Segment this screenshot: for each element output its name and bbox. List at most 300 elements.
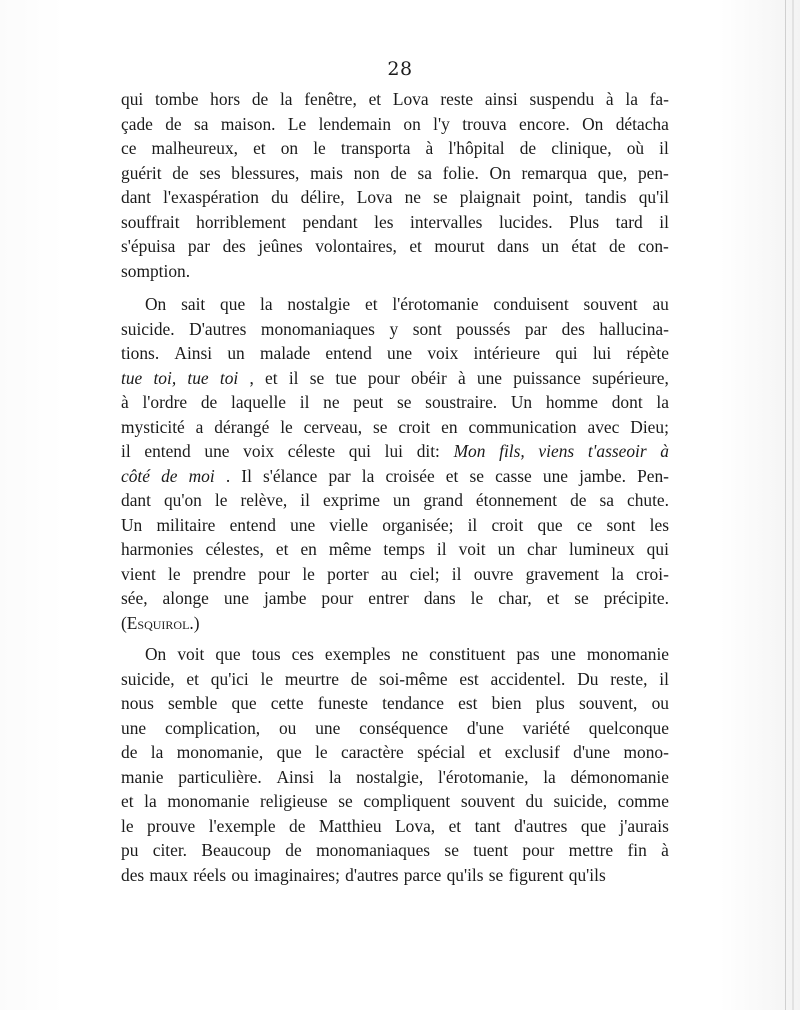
word: toi, [153, 367, 177, 388]
word: lui [592, 343, 612, 363]
word: la [144, 791, 157, 811]
word: Un [121, 514, 143, 535]
word: suicide, [553, 791, 608, 811]
word: il [300, 490, 310, 510]
word: côté [121, 465, 150, 486]
word: la [328, 766, 342, 787]
word: l'ordre [142, 392, 188, 412]
text-line [121, 210, 669, 235]
word: de [289, 815, 306, 836]
word: jambe. [579, 465, 626, 486]
word: plus [535, 693, 565, 713]
word: jeûnes [258, 236, 303, 256]
word: les [374, 211, 394, 232]
word: intérieure [473, 343, 541, 363]
text-line [121, 863, 669, 888]
word: on [403, 113, 421, 134]
word: étonnement [475, 490, 558, 510]
word: de [251, 89, 269, 109]
word: et [368, 89, 382, 109]
word: se [444, 840, 459, 860]
word: se [574, 588, 589, 608]
word: l'hôpital [448, 138, 505, 158]
word: voit [458, 539, 486, 559]
word: à [605, 89, 614, 109]
text-line [121, 112, 669, 137]
word: Ainsi [174, 343, 213, 363]
word: voix [427, 343, 459, 363]
word: lumineux [568, 539, 635, 559]
word: il [659, 668, 669, 689]
word: la [259, 294, 273, 314]
word: entend [325, 343, 372, 363]
word: char, [498, 588, 532, 608]
word: remarqua [521, 162, 588, 183]
word: communication [468, 416, 577, 437]
word: conduisent [493, 294, 569, 314]
word: le [121, 815, 134, 836]
word: se [396, 392, 412, 412]
word: il [299, 392, 310, 412]
word: il [659, 211, 669, 232]
word: l'y [433, 113, 450, 134]
word: mettre [568, 840, 614, 860]
word: temps [383, 539, 425, 559]
word: à [121, 392, 129, 412]
word: dérangé [214, 416, 270, 437]
word: prouve [146, 815, 196, 836]
word: ou [651, 693, 669, 713]
word: une [550, 644, 576, 664]
word: et [121, 791, 134, 811]
text-line [121, 765, 669, 790]
word: clinique, [551, 138, 612, 158]
word: sa [599, 490, 614, 510]
word: organisée; [382, 514, 454, 535]
word: Lova [356, 187, 393, 207]
word: qui [348, 441, 371, 461]
text-line [121, 161, 669, 186]
word: des [121, 864, 145, 885]
word: monomanie, [176, 742, 264, 762]
word: soustraire. [425, 392, 498, 412]
word: mono- [623, 742, 669, 762]
word: détacha [615, 113, 669, 134]
text-line [121, 838, 669, 863]
word: sait [181, 294, 206, 314]
text-line [121, 136, 669, 161]
word: où [626, 138, 645, 158]
word: monomaniaques [316, 840, 431, 860]
word: exprime [322, 490, 380, 510]
word: j'aurais [619, 815, 669, 836]
word: viens [538, 441, 575, 461]
word: vient [121, 563, 156, 584]
word: que [276, 742, 302, 762]
word: monomanie [586, 644, 669, 664]
word: en [441, 416, 458, 437]
word: d'autres [345, 864, 399, 885]
word: porter [327, 563, 369, 584]
word: cette [270, 693, 304, 713]
word: qu'ici [210, 668, 249, 689]
word: est [459, 668, 479, 689]
word: , [249, 367, 254, 388]
word: particulière. [178, 766, 262, 787]
text-line [121, 234, 669, 259]
text-line [121, 611, 669, 636]
text-line [121, 814, 669, 839]
word: trouva [462, 113, 507, 134]
word: la [150, 742, 164, 762]
word: pour [367, 367, 400, 388]
word: que [220, 294, 246, 314]
word: qui [121, 89, 144, 109]
word: par [524, 318, 548, 339]
word: d'une [466, 717, 504, 738]
word: pour [522, 840, 555, 860]
word: par [328, 465, 351, 486]
text-line [121, 390, 669, 415]
word: tue [335, 367, 357, 388]
word: ce [121, 138, 137, 158]
word: conséquence [359, 717, 448, 738]
word: soi-même [379, 668, 448, 689]
word: quelconque [588, 717, 669, 738]
text-line [121, 415, 669, 440]
word: nostalgie, [356, 766, 424, 787]
word: manie [121, 766, 164, 787]
word: qu'on [163, 490, 202, 510]
word: cerveau, [303, 416, 363, 437]
word: l'exaspération [163, 187, 259, 207]
text-line [121, 667, 669, 692]
word: de [609, 236, 626, 256]
word: dont [611, 392, 643, 412]
word: peut [353, 392, 384, 412]
word: funeste [317, 693, 368, 713]
word: ne [404, 187, 421, 207]
word: que [537, 514, 563, 535]
word: militaire [156, 514, 216, 535]
word: tendance [382, 693, 444, 713]
word: les [649, 514, 669, 535]
word: caractère [341, 742, 404, 762]
word: la [543, 766, 556, 787]
word: mais [310, 162, 343, 183]
word: des [561, 318, 585, 339]
word: ou [231, 864, 249, 885]
word: se [433, 187, 448, 207]
word: variété [522, 717, 570, 738]
word: folie. [442, 162, 479, 183]
word: avec [587, 416, 620, 437]
text-line [121, 292, 669, 317]
word: de [350, 668, 368, 689]
word: de [172, 162, 189, 183]
word: ouvre [473, 563, 514, 584]
word: reste, [610, 668, 648, 689]
word: le [315, 742, 328, 762]
word: et [445, 465, 459, 486]
word: une [223, 588, 249, 608]
word: souffrait [121, 211, 180, 232]
word: le [214, 490, 228, 510]
word: harmonies [121, 539, 194, 559]
word: On [582, 113, 604, 134]
word: entrer [368, 588, 409, 608]
text-line [121, 789, 669, 814]
word: Matthieu [318, 815, 382, 836]
text-line [121, 259, 669, 284]
word: dant [121, 187, 151, 207]
word: et [275, 539, 289, 559]
word: hallucina- [599, 318, 669, 339]
word: point, [532, 187, 573, 207]
word: céleste [287, 441, 336, 461]
word: se [488, 864, 504, 885]
word: voix [243, 441, 275, 461]
paragraph [121, 292, 669, 635]
word: figurent [508, 864, 564, 885]
word: de [285, 840, 302, 860]
word: tue [187, 367, 209, 388]
word: qu'il [638, 187, 669, 207]
word: tant [474, 815, 501, 836]
word: à [660, 441, 669, 461]
word: croi- [636, 563, 669, 584]
word: une [290, 514, 316, 535]
word: Lova [392, 89, 429, 109]
word: il [436, 539, 447, 559]
word: jambe [263, 588, 307, 608]
page-edge-shadow [792, 0, 794, 1010]
word: à [457, 367, 466, 388]
word: Mon [453, 441, 486, 461]
word: du [525, 791, 543, 811]
word: Plus [569, 211, 600, 232]
word: et [478, 742, 492, 762]
word: il [121, 441, 131, 461]
word: bien [491, 693, 522, 713]
word: hors [210, 89, 241, 109]
word: on [280, 138, 299, 158]
paragraph [121, 642, 669, 887]
word: le [302, 563, 315, 584]
word: se [338, 791, 353, 811]
text-line [121, 716, 669, 741]
word: qu'ils [446, 864, 484, 885]
word: voit [177, 644, 205, 664]
word: supérieure, [592, 367, 669, 388]
word: et [253, 138, 266, 158]
word: D'autres [189, 318, 247, 339]
word: homme [545, 392, 599, 412]
word: lucides. [499, 211, 553, 232]
word: une [315, 717, 341, 738]
word: . [225, 465, 231, 486]
word: (Esquirol.) [121, 612, 200, 633]
word: nous [121, 693, 154, 713]
word: l'érotomanie, [437, 766, 529, 787]
word: exclusif [504, 742, 560, 762]
word: ciel; [409, 563, 440, 584]
word: monomanie [167, 791, 250, 811]
word: pour [321, 588, 354, 608]
page-edge-line [785, 0, 786, 1010]
word: tue [121, 367, 143, 388]
word: Pen- [637, 465, 669, 486]
word: un [541, 236, 559, 256]
word: Du [577, 668, 599, 689]
text-line [121, 537, 669, 562]
word: fa- [649, 89, 669, 109]
text-line [121, 691, 669, 716]
word: grand [423, 490, 463, 510]
word: citer. [152, 840, 188, 860]
text-line [121, 513, 669, 538]
word: malade [259, 343, 311, 363]
text-line [121, 488, 669, 513]
word: Il [241, 465, 252, 486]
word: en [300, 539, 317, 559]
word: meurtre [284, 668, 339, 689]
word: à [425, 138, 434, 158]
word: et [364, 294, 378, 314]
word: qui [646, 539, 669, 559]
word: vielle [329, 514, 369, 535]
word: s'élance [263, 465, 318, 486]
text-line [121, 366, 669, 391]
word: suicide. [121, 318, 175, 339]
word: blessures, [231, 162, 300, 183]
word: plaignait [459, 187, 521, 207]
word: fenêtre, [304, 89, 357, 109]
word: souvent, [578, 693, 638, 713]
word: se [309, 367, 325, 388]
word: monomaniaques [260, 318, 375, 339]
word: sont [606, 514, 636, 535]
word: sa [417, 162, 432, 183]
text-line [121, 464, 669, 489]
word: ces [291, 644, 314, 664]
word: chute. [626, 490, 669, 510]
word: pendant [302, 211, 358, 232]
word: pen- [637, 162, 669, 183]
word: par [187, 236, 211, 256]
word: On [489, 162, 511, 183]
word: croisée [385, 465, 435, 486]
word: le [280, 416, 293, 437]
word: exemples [324, 644, 391, 664]
word: pas [516, 644, 540, 664]
word: d'autres [514, 815, 568, 836]
word: poussés [456, 318, 511, 339]
word: y [389, 318, 399, 339]
word: le [313, 138, 326, 158]
word: constituent [429, 644, 506, 664]
word: ne [401, 644, 419, 664]
word: précipite. [603, 588, 669, 608]
word: mourut [434, 236, 485, 256]
word: somption. [121, 260, 191, 281]
word: célestes, [205, 539, 264, 559]
word: sont [412, 318, 442, 339]
word: moi [188, 465, 215, 486]
word: un [227, 343, 245, 363]
word: char [527, 539, 557, 559]
word: que, [597, 162, 628, 183]
word: comme [617, 791, 669, 811]
word: une [387, 343, 413, 363]
word: pu [121, 840, 139, 860]
word: Ainsi [276, 766, 315, 787]
word: le [260, 668, 274, 689]
word: une [121, 717, 147, 738]
word: lui [384, 441, 404, 461]
text-line [121, 562, 669, 587]
word: un [392, 490, 411, 510]
word: dant [121, 490, 151, 510]
word: sa [194, 113, 209, 134]
word: guérit [121, 162, 162, 183]
word: a [195, 416, 204, 437]
word: que [580, 815, 606, 836]
word: nostalgie [287, 294, 351, 314]
word: répète [626, 343, 669, 363]
word: dans [423, 588, 456, 608]
word: démonomanie [570, 766, 669, 787]
word: au [652, 294, 669, 314]
word: sée, [121, 588, 148, 608]
word: la [279, 89, 293, 109]
paragraph [121, 87, 669, 283]
word: des [222, 236, 246, 256]
page-number: 28 [387, 58, 413, 80]
word: tuent [473, 840, 509, 860]
word: et [448, 815, 462, 836]
word: que [215, 644, 241, 664]
word: la [625, 89, 638, 109]
text-line [121, 586, 669, 611]
word: ou [278, 717, 297, 738]
word: s'épuisa [121, 236, 176, 256]
word: de [121, 742, 138, 762]
body-text [121, 87, 669, 887]
word: dit: [416, 441, 440, 461]
word: transporta [340, 138, 411, 158]
word: maison. [220, 113, 276, 134]
word: tandis [585, 187, 627, 207]
word: se [469, 465, 484, 486]
word: toi [219, 367, 239, 388]
word: con- [637, 236, 669, 256]
word: alonge [162, 588, 209, 608]
word: le [168, 563, 181, 584]
word: même [328, 539, 372, 559]
word: est [458, 693, 478, 713]
word: laquelle [230, 392, 287, 412]
text-line [121, 740, 669, 765]
word: de [570, 490, 587, 510]
word: entend [229, 514, 276, 535]
word: la [656, 392, 669, 412]
word: pour [258, 563, 291, 584]
word: de [200, 392, 218, 412]
word: ainsi [484, 89, 518, 109]
word: accidentel. [490, 668, 566, 689]
word: malheureux, [151, 138, 238, 158]
